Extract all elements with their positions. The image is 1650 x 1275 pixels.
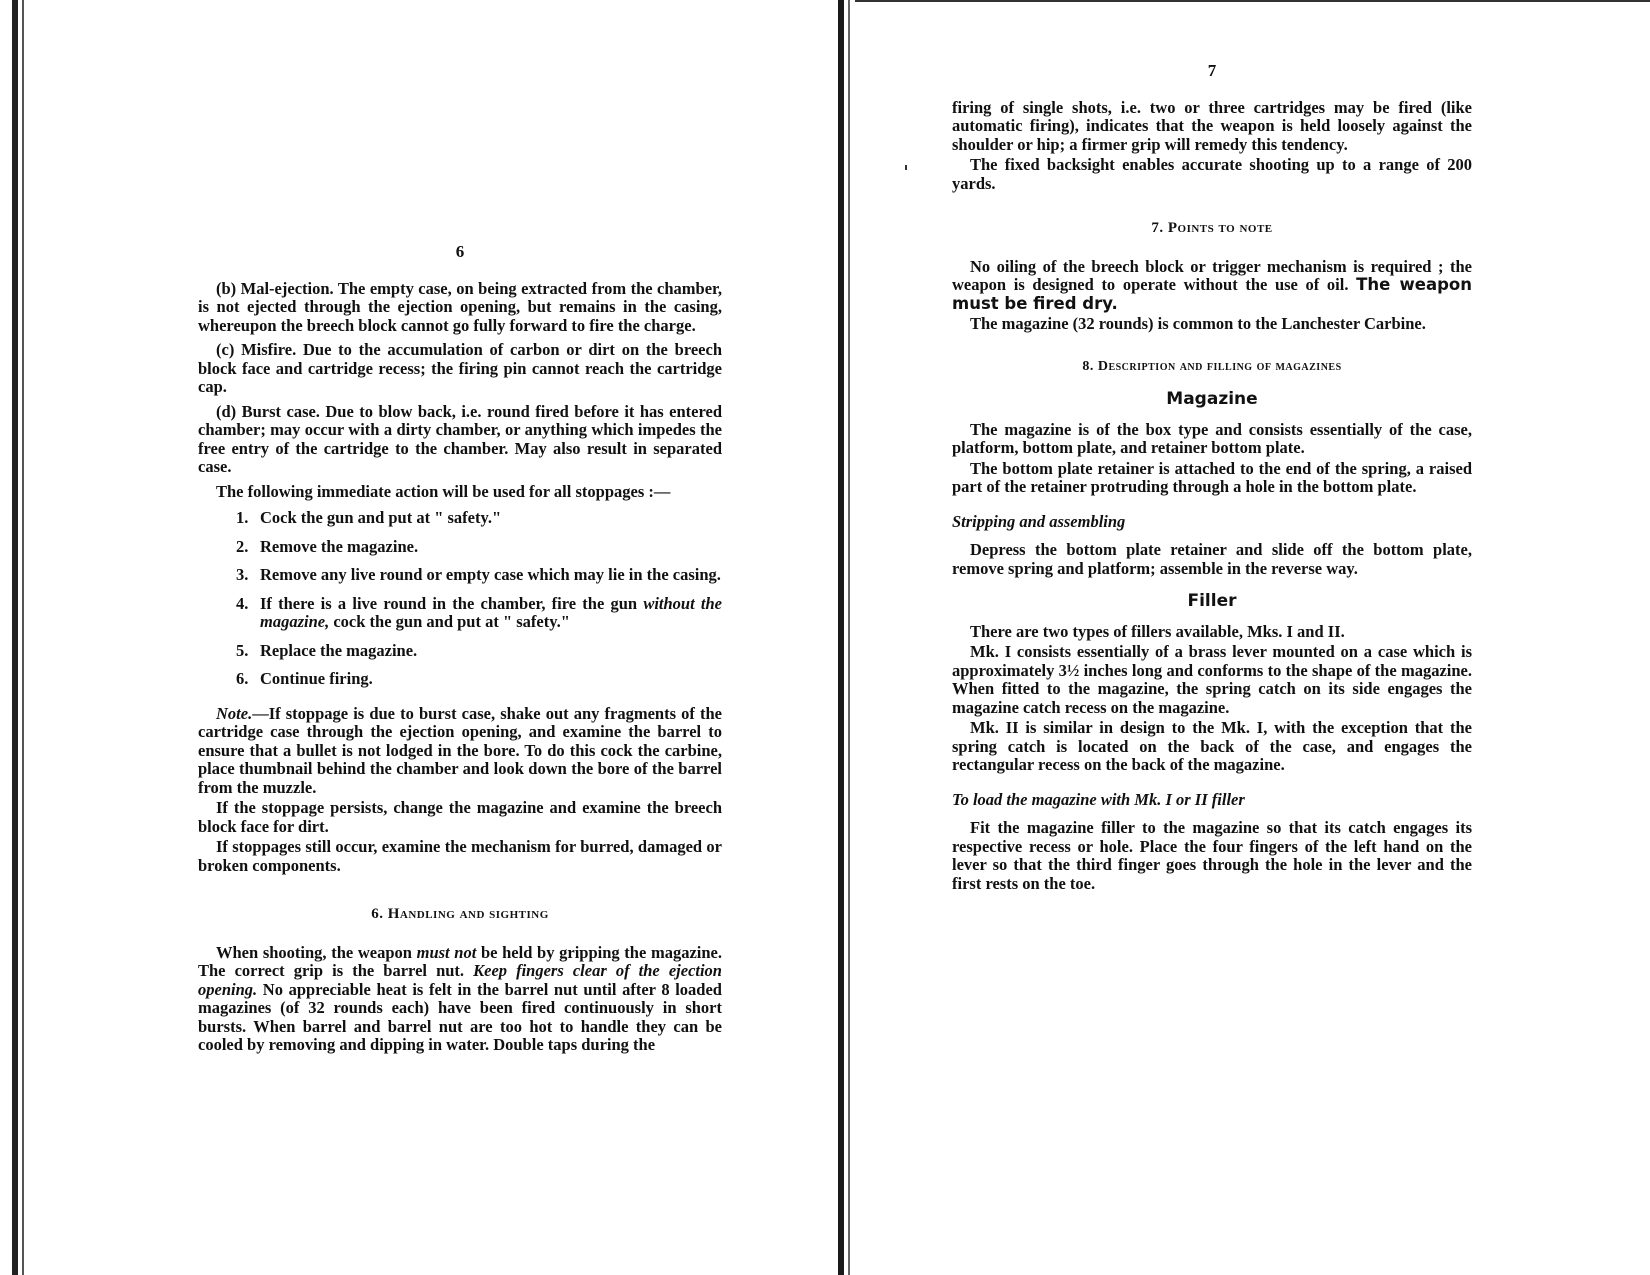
left-binding-edge <box>12 0 18 1275</box>
right-page <box>952 62 1472 899</box>
scan-speck <box>905 165 907 170</box>
section-heading-magazines: 8. Description and filling of magazines <box>1082 358 1342 374</box>
list-item: 6. Continue firing. <box>236 669 373 688</box>
paragraph-load: Fit the magazine filler to the magazine so that its catch engages its respective recess or hole. Place the four fingers of the left hand on the lever so that the third finger goes through the hole in the lever and the first rests on the toe. <box>952 818 1472 893</box>
paragraph-stripping: Depress the bottom plate retainer and slide off the bottom plate, remove spring and platform; assemble in the reverse way. <box>952 540 1472 578</box>
paragraph-filler-3: Mk. II is similar in design to the Mk. I, with the exception that the spring catch is located on the back of the case, and engages the rectangular recess on the back of the magazine. <box>952 718 1472 774</box>
paragraph-misfire <box>198 341 722 397</box>
emphasis: The weapon must be fired dry. <box>952 275 1472 313</box>
action-steps-list <box>198 509 722 689</box>
paragraph-filler-2: Mk. I consists essentially of a brass lever mounted on a case which is approximately 3½ inches long and conforms to the shape of the magazine. When fitted to the magazine, the spring catch on its side engages the magazine catch recess on the magazine. <box>952 642 1472 717</box>
center-gutter-inner <box>848 0 850 1275</box>
paragraph-mal-ejection <box>198 280 722 336</box>
paragraph-handling: When shooting, the weapon must not be held by gripping the magazine. The correct grip is the barrel nut. Keep fingers clear of the ejection opening. No appreciable heat is felt in the barrel nut until after 8 loaded magazines (of 32 rounds each) have been fired continuously in short bursts. When barrel and barrel nut are too hot to handle they can be cooled by removing and dipping in water. Double taps during the <box>198 942 722 1054</box>
left-binding-edge-inner <box>22 0 24 1275</box>
para-label: (c) Misfire. <box>216 340 297 359</box>
note-label: Note. <box>216 703 253 723</box>
page-number: 7 <box>1207 61 1217 80</box>
list-item: 3. Remove any live round or empty case which may lie in the casing. <box>236 565 721 584</box>
para-text: The empty case, on being extracted from the chamber, is not ejected through the ejection opening, but remains in the casing, whereupon the breech block cannot go fully forward to fire the charge. <box>198 278 722 335</box>
subheading-stripping: Stripping and assembling <box>952 511 1126 531</box>
subheading-filler: Filler <box>1187 591 1237 611</box>
paragraph-stoppage-persists: If the stoppage persists, change the magazine and examine the breech block face for dirt. <box>198 798 722 836</box>
page-number: 6 <box>455 242 465 261</box>
paragraph-note: Note.—If stoppage is due to burst case, shake out any fragments of the cartridge case through the ejection opening, and examine the barrel to ensure that a bullet is not lodged in the bore. To do this cock the carbine, place thumbnail behind the chamber and look down the bore of the barrel from the muzzle. <box>198 703 722 797</box>
left-page <box>198 243 722 1061</box>
paragraph-stoppages-still-occur: If stoppages still occur, examine the mechanism for burred, damaged or broken components. <box>198 837 722 875</box>
emphasis: Keep fingers clear of the ejection opening. <box>198 961 722 999</box>
list-item: 5. Replace the magazine. <box>236 640 418 660</box>
paragraph-backsight: The fixed backsight enables accurate shooting up to a range of 200 yards. <box>952 155 1472 193</box>
paragraph-magazine-common: The magazine (32 rounds) is common to the Lanchester Carbine. <box>970 314 1426 333</box>
right-page-top-edge <box>855 0 1650 2</box>
section-heading-handling: 6. Handling and sighting <box>371 906 549 922</box>
paragraph-continued: firing of single shots, i.e. two or three cartridges may be fired (like automatic firing), indicates that the weapon is held loosely against the shoulder or hip; a firmer grip will remedy this tendency. <box>952 97 1472 154</box>
emphasis: without the magazine, <box>260 593 722 631</box>
para-text: Due to blow back, i.e. round fired before it has entered chamber; may occur with a dirty chamber, or anything which impedes the free entry of the cartridge to the chamber. May also result in separated case. <box>198 401 722 476</box>
emphasis: must not <box>416 942 477 962</box>
list-item: 4. If there is a live round in the chamber, fire the gun without the magazine, cock the gun and put at " safety." <box>236 593 722 631</box>
section-heading-points-to-note: 7. Points to note <box>1151 220 1273 236</box>
paragraph-immediate-action: The following immediate action will be used for all stoppages :— <box>216 481 671 501</box>
list-item: 2. Remove the magazine. <box>236 536 419 556</box>
subheading-load: To load the magazine with Mk. I or II filler <box>952 789 1245 809</box>
paragraph-filler-1: There are two types of fillers available, Mks. I and II. <box>970 621 1345 641</box>
paragraph-oiling: No oiling of the breech block or trigger mechanism is required ; the weapon is designed to operate without the use of oil. The weapon must be fired dry. <box>952 256 1472 313</box>
para-label: (d) Burst case. <box>216 401 320 421</box>
center-gutter <box>838 0 844 1275</box>
paragraph-magazine-1: The magazine is of the box type and consists essentially of the case, platform, bottom plate, and retainer bottom plate. <box>952 419 1472 457</box>
para-text: Due to the accumulation of carbon or dirt on the breech block face and cartridge recess; the firing pin cannot reach the cartridge cap. <box>198 340 722 396</box>
subheading-magazine: Magazine <box>1166 389 1258 409</box>
list-item: 1. Cock the gun and put at " safety." <box>236 508 502 527</box>
para-label: (b) Mal-ejection. <box>216 278 334 298</box>
paragraph-magazine-2: The bottom plate retainer is attached to the end of the spring, a raised part of the retainer protruding through a hole in the bottom plate. <box>952 458 1472 496</box>
paragraph-burst-case <box>198 403 722 477</box>
